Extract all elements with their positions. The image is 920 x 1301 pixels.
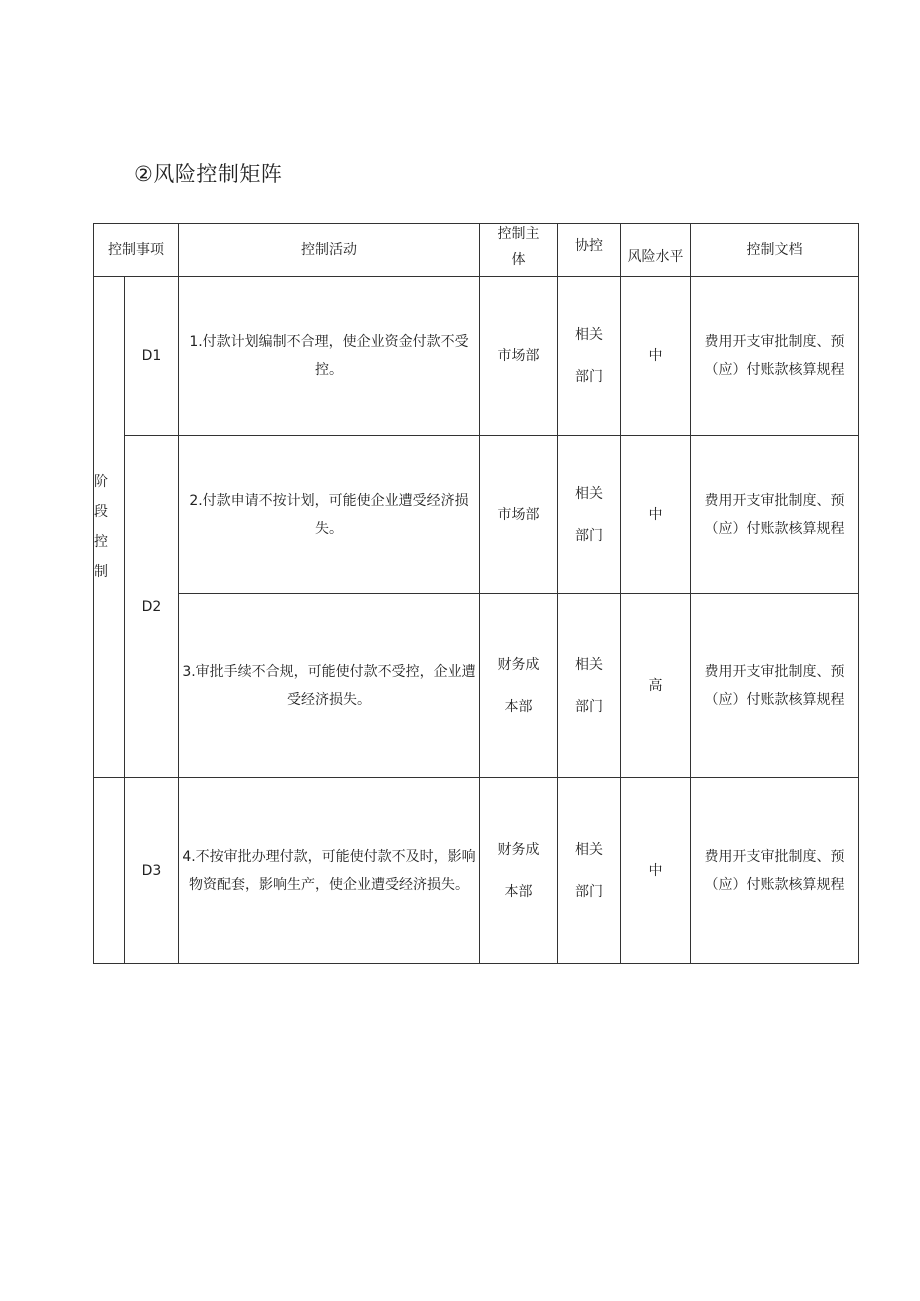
table-row <box>94 594 859 778</box>
row-assist: 相关部门 <box>558 778 621 964</box>
row-docs: 费用开支审批制度、预（应）付账款核算规程 <box>691 594 859 778</box>
row-assist: 相关部门 <box>558 277 621 436</box>
row-code: D3 <box>125 778 179 964</box>
row-docs: 费用开支审批制度、预（应）付账款核算规程 <box>691 778 859 964</box>
row-activity: 4.不按审批办理付款，可能使付款不及时，影响物资配套，影响生产，使企业遭受经济损失。 <box>179 778 480 964</box>
row-activity: 3.审批手续不合规，可能使付款不受控，企业遭受经济损失。 <box>179 594 480 778</box>
header-item: 控制事项 <box>94 224 179 277</box>
table-row <box>94 277 859 436</box>
group-label: 阶段控制 <box>94 277 125 778</box>
row-subject: 财务成本部 <box>480 778 558 964</box>
row-risk: 中 <box>621 778 691 964</box>
row-risk: 中 <box>621 277 691 436</box>
header-subject: 控制主体 <box>480 224 558 277</box>
row-subject: 财务成本部 <box>480 594 558 778</box>
row-activity: 2.付款申请不按计划，可能使企业遭受经济损失。 <box>179 436 480 594</box>
row-assist: 相关部门 <box>558 594 621 778</box>
row-subject: 市场部 <box>480 277 558 436</box>
row-code: D1 <box>125 277 179 436</box>
table-row <box>94 778 859 964</box>
row-code: D2 <box>125 436 179 778</box>
row-risk: 中 <box>621 436 691 594</box>
table-row <box>94 436 859 594</box>
row-docs: 费用开支审批制度、预（应）付账款核算规程 <box>691 436 859 594</box>
row-docs: 费用开支审批制度、预（应）付账款核算规程 <box>691 277 859 436</box>
risk-control-matrix <box>93 223 859 964</box>
page-title: ②风险控制矩阵 <box>134 162 283 186</box>
header-docs: 控制文档 <box>691 224 859 277</box>
header-assist: 协控 <box>558 224 621 277</box>
row-assist: 相关部门 <box>558 436 621 594</box>
row-risk: 高 <box>621 594 691 778</box>
group-label-empty <box>94 778 125 964</box>
header-row <box>94 224 859 277</box>
row-subject: 市场部 <box>480 436 558 594</box>
row-activity: 1.付款计划编制不合理，使企业资金付款不受控。 <box>179 277 480 436</box>
header-activity: 控制活动 <box>179 224 480 277</box>
header-risk: 风险水平 <box>621 224 691 277</box>
